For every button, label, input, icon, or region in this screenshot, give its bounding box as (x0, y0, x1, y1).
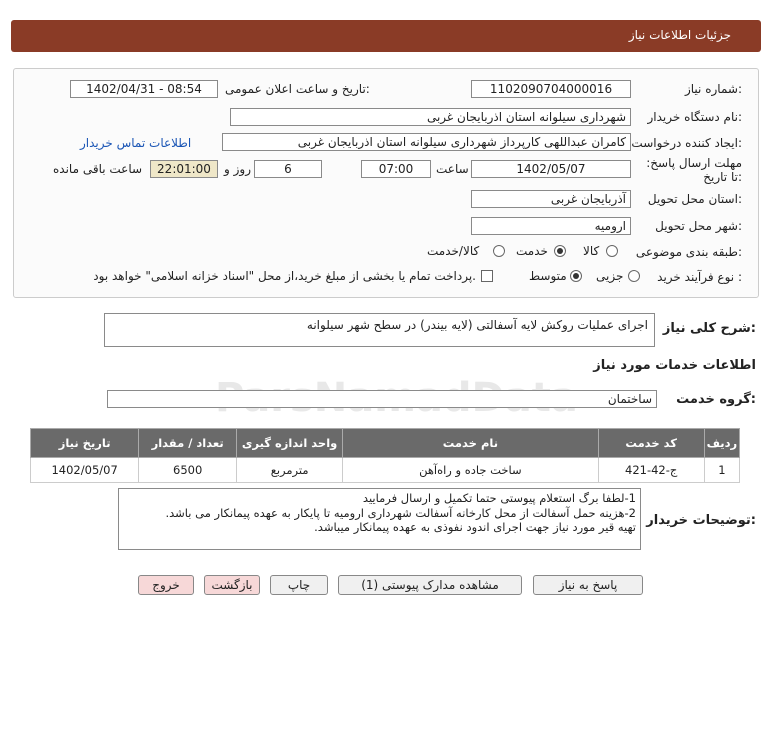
cell-index: 1 (704, 458, 739, 483)
cell-name: ساخت جاده و راه‌آهن (343, 458, 598, 483)
page-header (11, 20, 761, 52)
need-number-field: 1102090704000016 (471, 80, 631, 98)
col-code: کد خدمت (598, 429, 704, 458)
col-qty: تعداد / مقدار (139, 429, 237, 458)
buyer-notes-label: توضیحات خریدار: (646, 513, 756, 528)
buyer-notes-field (118, 488, 641, 550)
treasury-payment-checkbox[interactable] (481, 270, 493, 282)
col-date: تاریخ نیاز (31, 429, 139, 458)
services-table-wrapper (30, 428, 740, 483)
service-group-label: گروه خدمت: (676, 392, 756, 407)
page-title: جزئیات اطلاعات نیاز (628, 28, 731, 42)
col-index: ردیف (704, 429, 739, 458)
view-attachments-button[interactable]: مشاهده مدارک پیوستی (1) (338, 575, 522, 595)
deadline-date-field: 1402/05/07 (471, 160, 631, 178)
description-field: اجرای عملیات روکش لایه آسفالتی (لایه بیندر) در سطح شهر سیلوانه (104, 313, 655, 347)
reply-button[interactable]: پاسخ به نیاز (533, 575, 643, 595)
process-label: نوع فرآیند خرید : (657, 270, 742, 284)
city-field: ارومیه (471, 217, 631, 235)
buyer-note-line: 2-هزینه حمل آسفالت از محل کارخانه آسفالت شهرداری ارومیه تا پایکار به عهده پیمانکار می باشد. (165, 505, 636, 520)
buyer-org-field: شهرداری سیلوانه استان اذربایجان غربی (230, 108, 631, 126)
province-field: آذربایجان غربی (471, 190, 631, 208)
buyer-note-line: تهیه قیر مورد نیاز جهت اجرای اندود نفوذی به عهده پیمانکار میباشد. (314, 520, 636, 534)
announce-field: 1402/04/31 - 08:54 (70, 80, 218, 98)
province-label: استان محل تحویل: (647, 192, 742, 206)
service-group-field: ساختمان (107, 390, 657, 408)
category-service-radio[interactable] (554, 245, 566, 257)
buyer-note-line: 1-لطفا برگ استعلام پیوستی حتما تکمیل و ارسال فرمایید (362, 491, 636, 505)
process-minor-label: جزیی (596, 269, 624, 283)
creator-field: کامران عبداللهی کارپرداز شهرداری سیلوانه استان اذربایجان غربی (222, 133, 631, 151)
category-goods-service-radio[interactable] (493, 245, 505, 257)
col-name: نام خدمت (343, 429, 598, 458)
category-goods-service-label: کالا/خدمت (427, 244, 480, 258)
cell-unit: مترمربع (237, 458, 343, 483)
category-label: طبقه بندی موضوعی: (635, 245, 742, 259)
back-button[interactable]: بازگشت (204, 575, 260, 595)
time-remaining-field: 22:01:00 (150, 160, 218, 178)
description-label: شرح کلی نیاز: (662, 321, 756, 336)
services-section-title: اطلاعات خدمات مورد نیاز (593, 358, 756, 373)
deadline-label: مهلت ارسال پاسخ: تا تاریخ: (646, 156, 742, 184)
time-remaining-label: ساعت باقی مانده (53, 162, 143, 176)
treasury-payment-note: پرداخت تمام یا بخشی از مبلغ خرید،از محل "اسناد خزانه اسلامی" خواهد بود. (93, 269, 476, 283)
process-minor-radio[interactable] (628, 270, 640, 282)
deadline-time-field: 07:00 (361, 160, 431, 178)
process-medium-radio[interactable] (570, 270, 582, 282)
cell-code: ج-42-421 (598, 458, 704, 483)
category-goods-radio[interactable] (606, 245, 618, 257)
need-number-label: شماره نیاز: (684, 82, 742, 96)
announce-label: تاریخ و ساعت اعلان عمومی: (225, 82, 370, 96)
category-goods-label: کالا (583, 244, 600, 258)
cell-date: 1402/05/07 (31, 458, 139, 483)
creator-label: ایجاد کننده درخواست: (631, 136, 742, 150)
exit-button[interactable]: خروج (138, 575, 194, 595)
days-remaining-field: 6 (254, 160, 322, 178)
table-row (31, 458, 740, 483)
services-table (30, 428, 740, 483)
col-unit: واحد اندازه گیری (237, 429, 343, 458)
print-button[interactable]: چاپ (270, 575, 328, 595)
buyer-contact-link[interactable]: اطلاعات تماس خریدار (80, 136, 192, 150)
process-medium-label: متوسط (529, 269, 567, 283)
category-service-label: خدمت (516, 244, 548, 258)
days-label: روز و (224, 162, 251, 176)
buyer-org-label: نام دستگاه خریدار: (647, 110, 742, 124)
cell-qty: 6500 (139, 458, 237, 483)
deadline-time-label: ساعت (436, 162, 469, 176)
city-label: شهر محل تحویل: (655, 219, 742, 233)
table-header-row (31, 429, 740, 458)
